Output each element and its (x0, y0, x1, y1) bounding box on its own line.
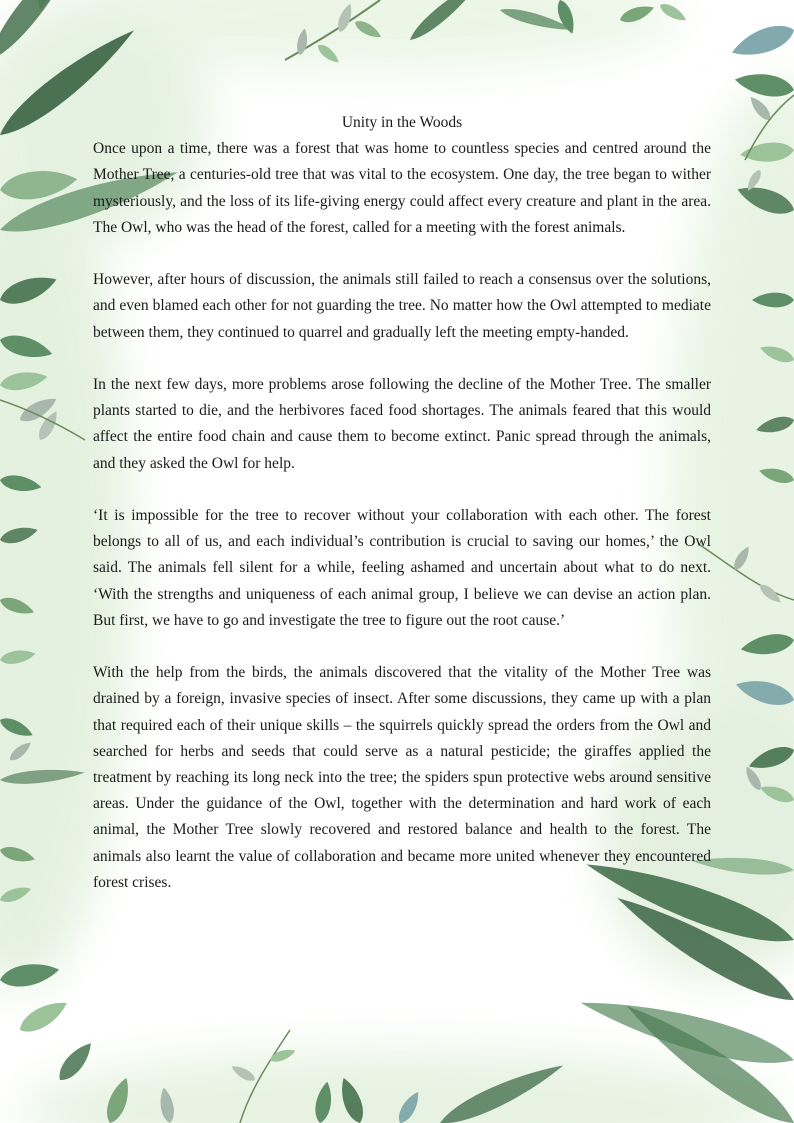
story-paragraph-3: In the next few days, more problems arose following the decline of the Mother Tree. The smaller plants started to die, and the herbivores faced food shortages. The animals feared that this would affect the entire food chain and cause them to become extinct. Panic spread through the animals, and they asked the Owl for help. (93, 376, 711, 472)
story-title: Unity in the Woods (341, 114, 463, 131)
story-paragraph-4: ‘It is impossible for the tree to recover without your collaboration with each other. The forest belongs to all of us, and each individual’s contribution is crucial to saving our homes,’ the Owl said. The animals fell silent for a while, feeling ashamed and uncertain about what to do next. ‘With the strengths and uniqueness of each animal group, I believe we can devise an action plan. But first, we have to go and investigate the tree to figure out the root cause.’ (93, 507, 711, 629)
story-text (93, 110, 711, 896)
story-paragraph-2: However, after hours of discussion, the animals still failed to reach a consensus over the solutions, and even blamed each other for not guarding the tree. No matter how the Owl attempted to mediate between them, they continued to quarrel and gradually left the meeting empty-handed. (93, 271, 711, 341)
story-paragraph-1: Once upon a time, there was a forest that was home to countless species and centred around the Mother Tree, a centuries-old tree that was vital to the ecosystem. One day, the tree began to wither mysteriously, and the loss of its life-giving energy could affect every creature and plant in the area. The Owl, who was the head of the forest, called for a meeting with the forest animals. (93, 140, 711, 236)
story-paragraph-5: With the help from the birds, the animals discovered that the vitality of the Mother Tree was drained by a foreign, invasive species of insect. After some discussions, they came up with a plan that required each of their unique skills – the squirrels quickly spread the orders from the Owl and searched for herbs and seeds that could serve as a natural pesticide; the giraffes applied the treatment by reaching its long neck into the tree; the spiders spun protective webs around sensitive areas. Under the guidance of the Owl, together with the determination and hard work of each animal, the Mother Tree slowly recovered and restored balance and health to the forest. The animals also learnt the value of collaboration and became more united whenever they encountered forest crises. (93, 664, 711, 891)
